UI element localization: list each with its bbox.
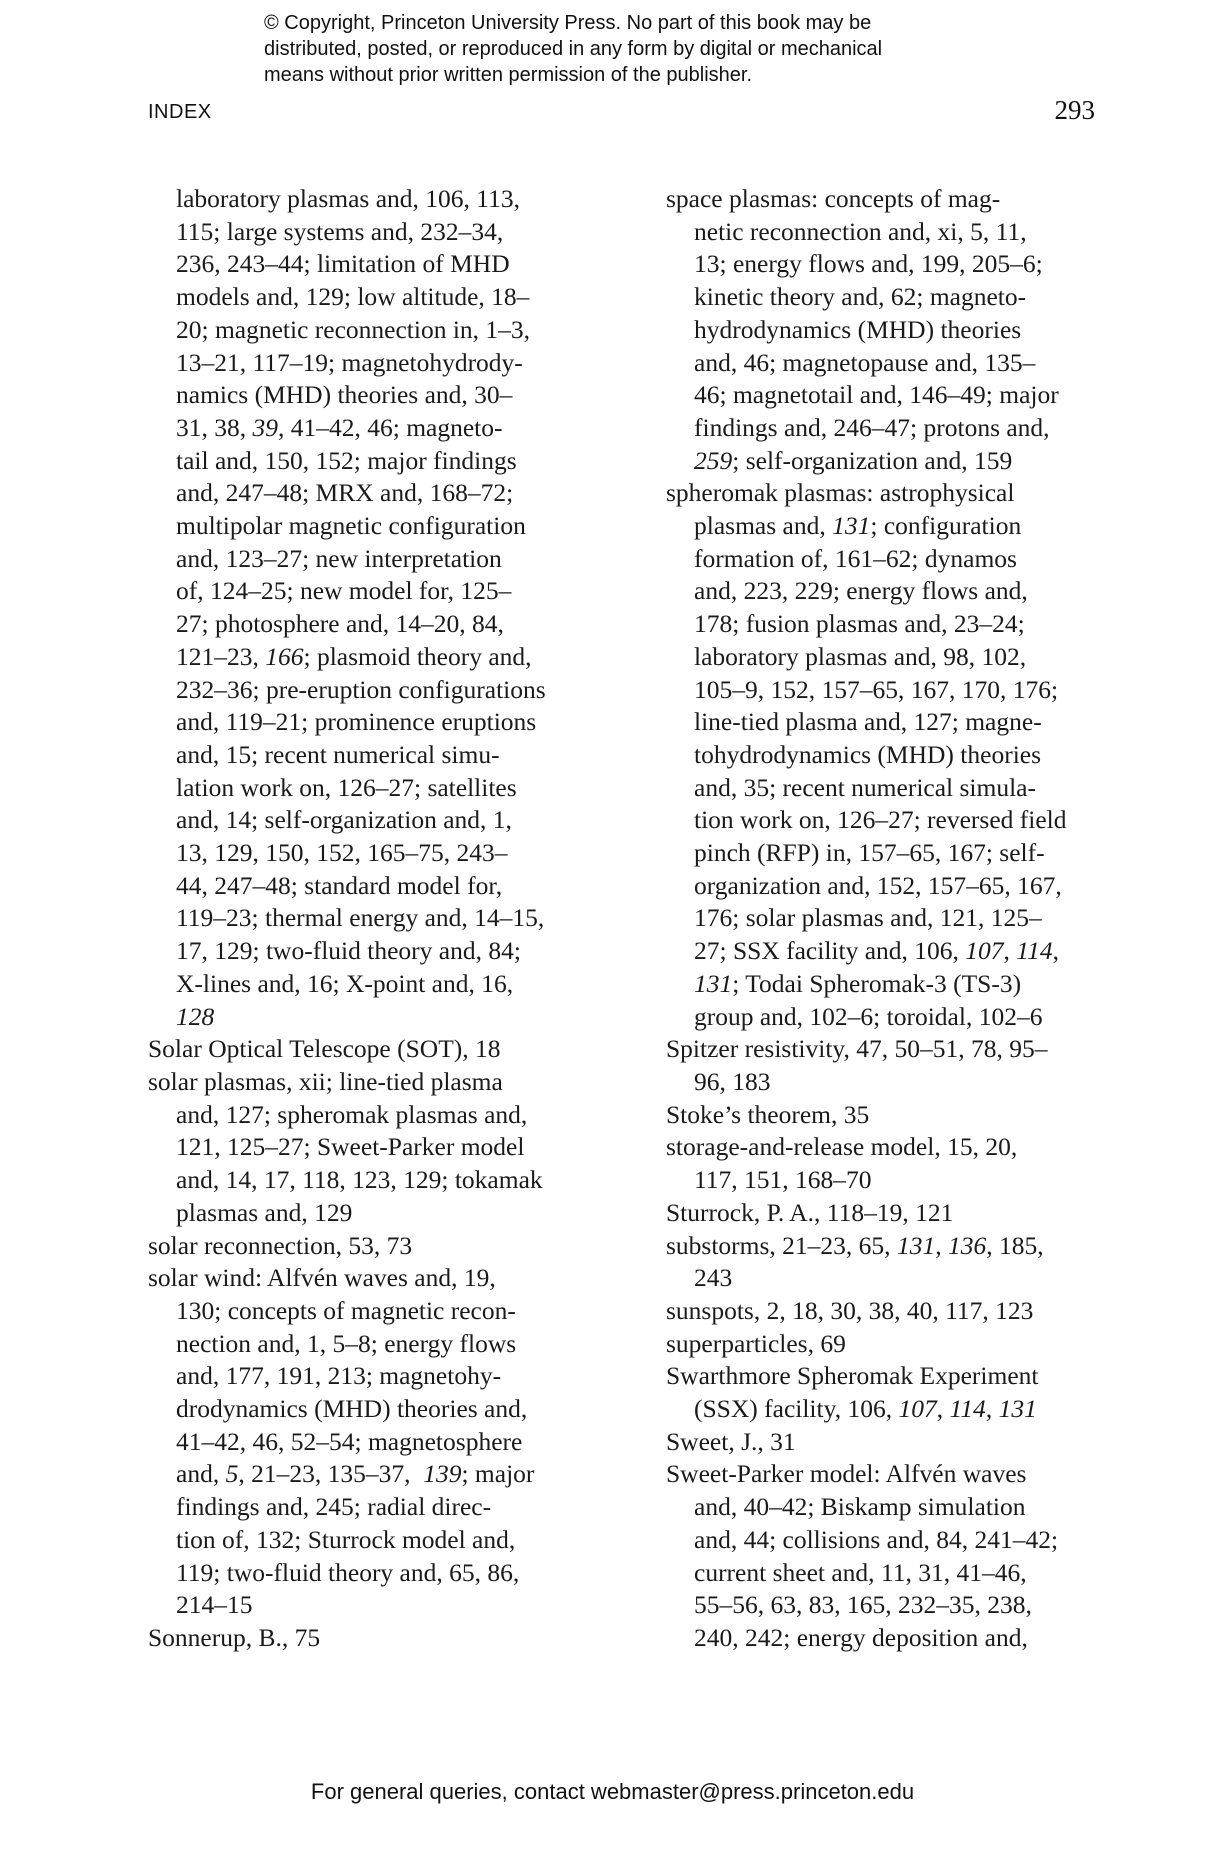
index-subentry-line: multipolar magnetic configuration — [176, 511, 526, 541]
copyright-line: distributed, posted, or reproduced in any form by digital or mechanical — [264, 38, 883, 60]
index-subentry-line: 96, 183 — [694, 1066, 771, 1096]
index-subentry-line: and, 123–27; new interpretation — [176, 543, 502, 573]
index-subentry-line: 27; photosphere and, 14–20, 84, — [176, 609, 504, 639]
index-subentry-line: drodynamics (MHD) theories and, — [176, 1394, 528, 1424]
index-subentry-line: 121–23, 166; plasmoid theory and, — [176, 641, 532, 671]
index-subentry-line: 130; concepts of magnetic recon- — [176, 1295, 516, 1325]
index-entry-line: solar wind: Alfvén waves and, 19, — [148, 1263, 496, 1293]
index-subentry-line: and, 35; recent numerical simula- — [694, 772, 1036, 802]
index-entry-line: Stoke’s theorem, 35 — [666, 1099, 870, 1129]
index-subentry-line: hydrodynamics (MHD) theories — [694, 314, 1022, 344]
index-subentry-line: lation work on, 126–27; satellites — [176, 772, 517, 802]
running-head: INDEX — [148, 101, 212, 123]
index-subentry-line: and, 247–48; MRX and, 168–72; — [176, 478, 514, 508]
index-subentry-line: tohydrodynamics (MHD) theories — [694, 739, 1042, 769]
index-subentry-line: 121, 125–27; Sweet-Parker model — [176, 1132, 525, 1162]
index-subentry-line: laboratory plasmas and, 98, 102, — [694, 641, 1027, 671]
index-subentry-line: 20; magnetic reconnection in, 1–3, — [176, 314, 531, 344]
index-subentry-line: 232–36; pre-eruption configurations — [176, 674, 546, 704]
index-entry-line: Solar Optical Telescope (SOT), 18 — [148, 1034, 501, 1064]
index-subentry-line: 176; solar plasmas and, 121, 125– — [694, 903, 1042, 933]
index-subentry-line: 131; Todai Spheromak-3 (TS-3) — [694, 968, 1022, 998]
index-subentry-line: kinetic theory and, 62; magneto- — [694, 282, 1027, 312]
index-subentry-line: and, 44; collisions and, 84, 241–42; — [694, 1524, 1059, 1554]
index-entry-line: Spitzer resistivity, 47, 50–51, 78, 95– — [666, 1034, 1048, 1064]
index-subentry-line: 13–21, 117–19; magnetohydrody- — [176, 347, 523, 377]
index-subentry-line: X-lines and, 16; X-point and, 16, — [176, 968, 514, 998]
index-subentry-line: and, 46; magnetopause and, 135– — [694, 347, 1036, 377]
index-subentry-line: pinch (RFP) in, 157–65, 167; self- — [694, 838, 1045, 868]
index-subentry-line: line-tied plasma and, 127; magne- — [694, 707, 1042, 737]
index-subentry-line: 17, 129; two-fluid theory and, 84; — [176, 936, 521, 966]
copyright-line: © Copyright, Princeton University Press. No part of this book may be — [264, 12, 872, 34]
index-subentry-line: and, 14, 17, 118, 123, 129; tokamak — [176, 1165, 543, 1195]
index-entry-line: Swarthmore Spheromak Experiment — [666, 1361, 1039, 1391]
index-subentry-line: and, 5, 21–23, 135–37, 139; major — [176, 1459, 535, 1489]
index-subentry-line: and, 177, 191, 213; magnetohy- — [176, 1361, 502, 1391]
index-subentry-line: and, 15; recent numerical simu- — [176, 739, 500, 769]
index-subentry-line: 44, 247–48; standard model for, — [176, 870, 503, 900]
index-subentry-line: and, 14; self-organization and, 1, — [176, 805, 512, 835]
index-subentry-line: findings and, 246–47; protons and, — [694, 412, 1050, 442]
index-subentry-line: tion of, 132; Sturrock model and, — [176, 1524, 516, 1554]
index-subentry-line: formation of, 161–62; dynamos — [694, 543, 1017, 573]
index-subentry-line: nection and, 1, 5–8; energy flows — [176, 1328, 517, 1358]
index-subentry-line: 31, 38, 39, 41–42, 46; magneto- — [176, 412, 503, 442]
index-subentry-line: and, 223, 229; energy flows and, — [694, 576, 1028, 606]
index-subentry-line: current sheet and, 11, 31, 41–46, — [694, 1557, 1027, 1587]
index-subentry-line: and, 119–21; prominence eruptions — [176, 707, 537, 737]
index-entry-line: solar plasmas, xii; line-tied plasma — [148, 1066, 503, 1096]
index-subentry-line: 240, 242; energy deposition and, — [694, 1622, 1028, 1652]
index-subentry-line: namics (MHD) theories and, 30– — [176, 380, 513, 410]
index-column-left — [148, 183, 588, 1655]
index-subentry-line: 236, 243–44; limitation of MHD — [176, 249, 510, 279]
copyright-line: means without prior written permission of the publisher. — [264, 64, 753, 86]
index-subentry-line: of, 124–25; new model for, 125– — [176, 576, 512, 606]
index-subentry-line: plasmas and, 131; configuration — [694, 511, 1022, 541]
index-subentry-line: 41–42, 46, 52–54; magnetosphere — [176, 1426, 523, 1456]
index-subentry-line: 243 — [694, 1263, 733, 1293]
footer-contact: For general queries, contact webmaster@press.princeton.edu — [310, 1779, 915, 1804]
index-entry-line: superparticles, 69 — [666, 1328, 846, 1358]
index-subentry-line: 259; self-organization and, 159 — [694, 445, 1013, 475]
index-subentry-line: 55–56, 63, 83, 165, 232–35, 238, — [694, 1590, 1032, 1620]
index-subentry-line: 178; fusion plasmas and, 23–24; — [694, 609, 1025, 639]
copyright-notice — [264, 10, 1004, 88]
index-subentry-line: 105–9, 152, 157–65, 167, 170, 176; — [694, 674, 1059, 704]
index-entry-line: Sweet-Parker model: Alfvén waves — [666, 1459, 1027, 1489]
index-subentry-line: 128 — [176, 1001, 215, 1031]
index-column-right — [666, 183, 1106, 1655]
index-subentry-line: 117, 151, 168–70 — [694, 1165, 872, 1195]
index-subentry-line: 119; two-fluid theory and, 65, 86, — [176, 1557, 520, 1587]
index-entry-line: sunspots, 2, 18, 30, 38, 40, 117, 123 — [666, 1295, 1034, 1325]
index-entry-line: storage-and-release model, 15, 20, — [666, 1132, 1018, 1162]
index-entry-line: space plasmas: concepts of mag- — [666, 184, 1001, 213]
index-subentry-line: 13, 129, 150, 152, 165–75, 243– — [176, 838, 508, 868]
index-subentry-line: and, 40–42; Biskamp simulation — [694, 1492, 1026, 1522]
index-subentry-line: 119–23; thermal energy and, 14–15, — [176, 903, 545, 933]
index-subentry-line: 46; magnetotail and, 146–49; major — [694, 380, 1059, 410]
index-subentry-line: (SSX) facility, 106, 107, 114, 131 — [694, 1394, 1037, 1424]
index-subentry-line: laboratory plasmas and, 106, 113, — [176, 184, 520, 213]
index-entry-line: Sonnerup, B., 75 — [148, 1622, 321, 1652]
index-entry-line: spheromak plasmas: astrophysical — [666, 478, 1015, 508]
index-subentry-line: models and, 129; low altitude, 18– — [176, 282, 530, 312]
index-subentry-line: group and, 102–6; toroidal, 102–6 — [694, 1001, 1043, 1031]
index-subentry-line: 27; SSX facility and, 106, 107, 114, — [694, 936, 1060, 966]
index-subentry-line: 13; energy flows and, 199, 205–6; — [694, 249, 1043, 279]
index-subentry-line: tail and, 150, 152; major findings — [176, 445, 517, 475]
index-subentry-line: 115; large systems and, 232–34, — [176, 216, 504, 246]
index-subentry-line: tion work on, 126–27; reversed field — [694, 805, 1067, 835]
index-entry-line: solar reconnection, 53, 73 — [148, 1230, 413, 1260]
index-subentry-line: and, 127; spheromak plasmas and, — [176, 1099, 528, 1129]
index-subentry-line: 214–15 — [176, 1590, 253, 1620]
index-subentry-line: netic reconnection and, xi, 5, 11, — [694, 216, 1027, 246]
index-subentry-line: findings and, 245; radial direc- — [176, 1492, 492, 1522]
index-subentry-line: organization and, 152, 157–65, 167, — [694, 870, 1062, 900]
index-entry-line: substorms, 21–23, 65, 131, 136, 185, — [666, 1230, 1044, 1260]
page-number: 293 — [1054, 95, 1095, 125]
index-entry-line: Sweet, J., 31 — [666, 1426, 796, 1456]
index-subentry-line: plasmas and, 129 — [176, 1197, 353, 1227]
index-entry-line: Sturrock, P. A., 118–19, 121 — [666, 1197, 954, 1227]
